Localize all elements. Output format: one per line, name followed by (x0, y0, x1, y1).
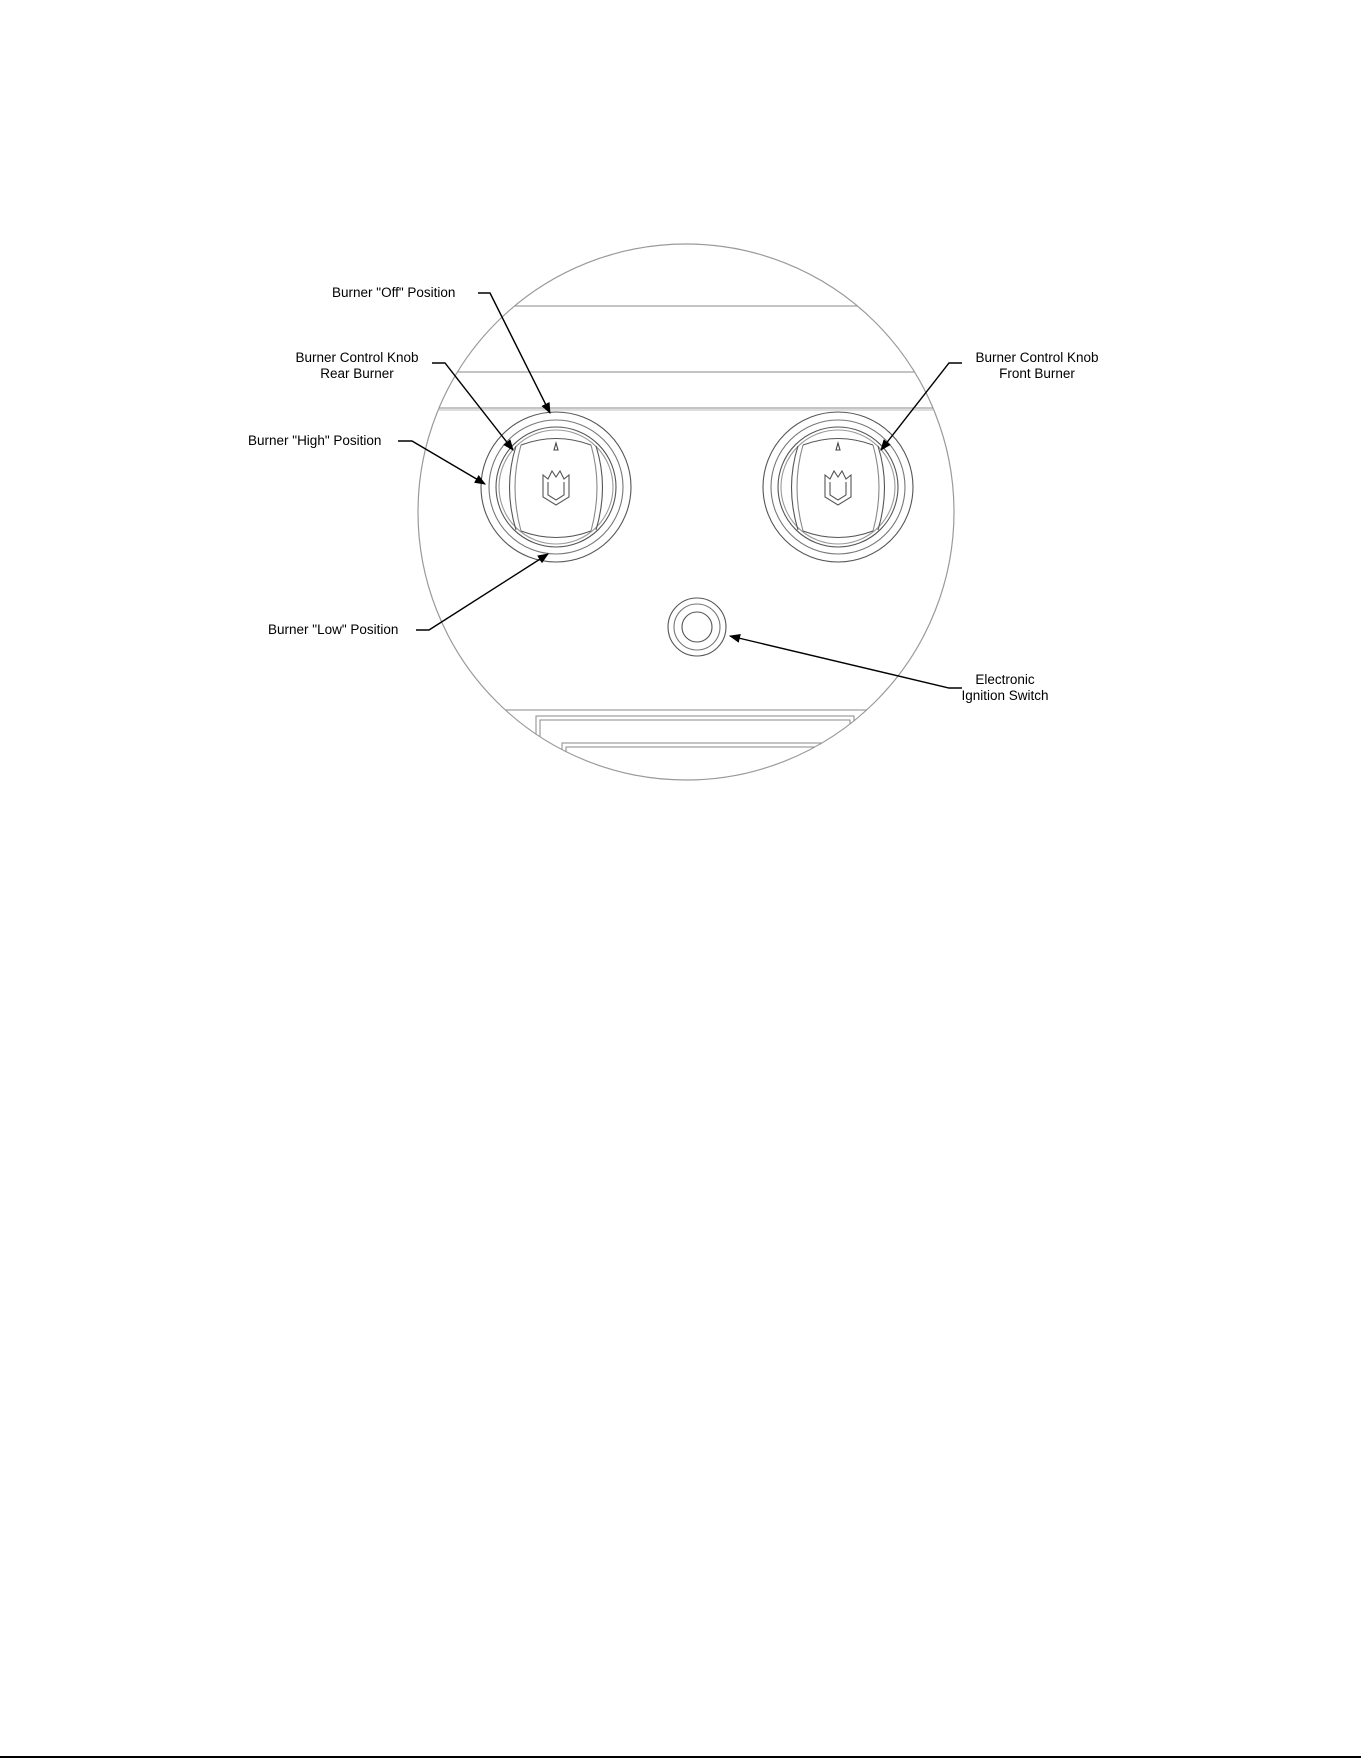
detail-circle-outline (418, 244, 954, 780)
label-high-position: Burner "High" Position (248, 433, 382, 448)
label-low-position: Burner "Low" Position (268, 622, 399, 637)
label-front-burner-knob-line2: Front Burner (999, 366, 1075, 381)
page-bottom-rule (0, 1756, 1361, 1758)
label-front-burner-knob-line1: Burner Control Knob (975, 350, 1099, 365)
label-rear-burner-knob (287, 350, 427, 382)
label-off-position: Burner "Off" Position (332, 285, 456, 300)
label-rear-burner-knob-line1: Burner Control Knob (295, 350, 419, 365)
label-front-burner-knob (967, 350, 1107, 382)
label-ignition-switch-line1: Electronic (975, 672, 1035, 687)
label-ignition-switch-line2: Ignition Switch (961, 688, 1049, 703)
label-rear-burner-knob-line2: Rear Burner (320, 366, 394, 381)
label-ignition-switch (950, 672, 1060, 704)
